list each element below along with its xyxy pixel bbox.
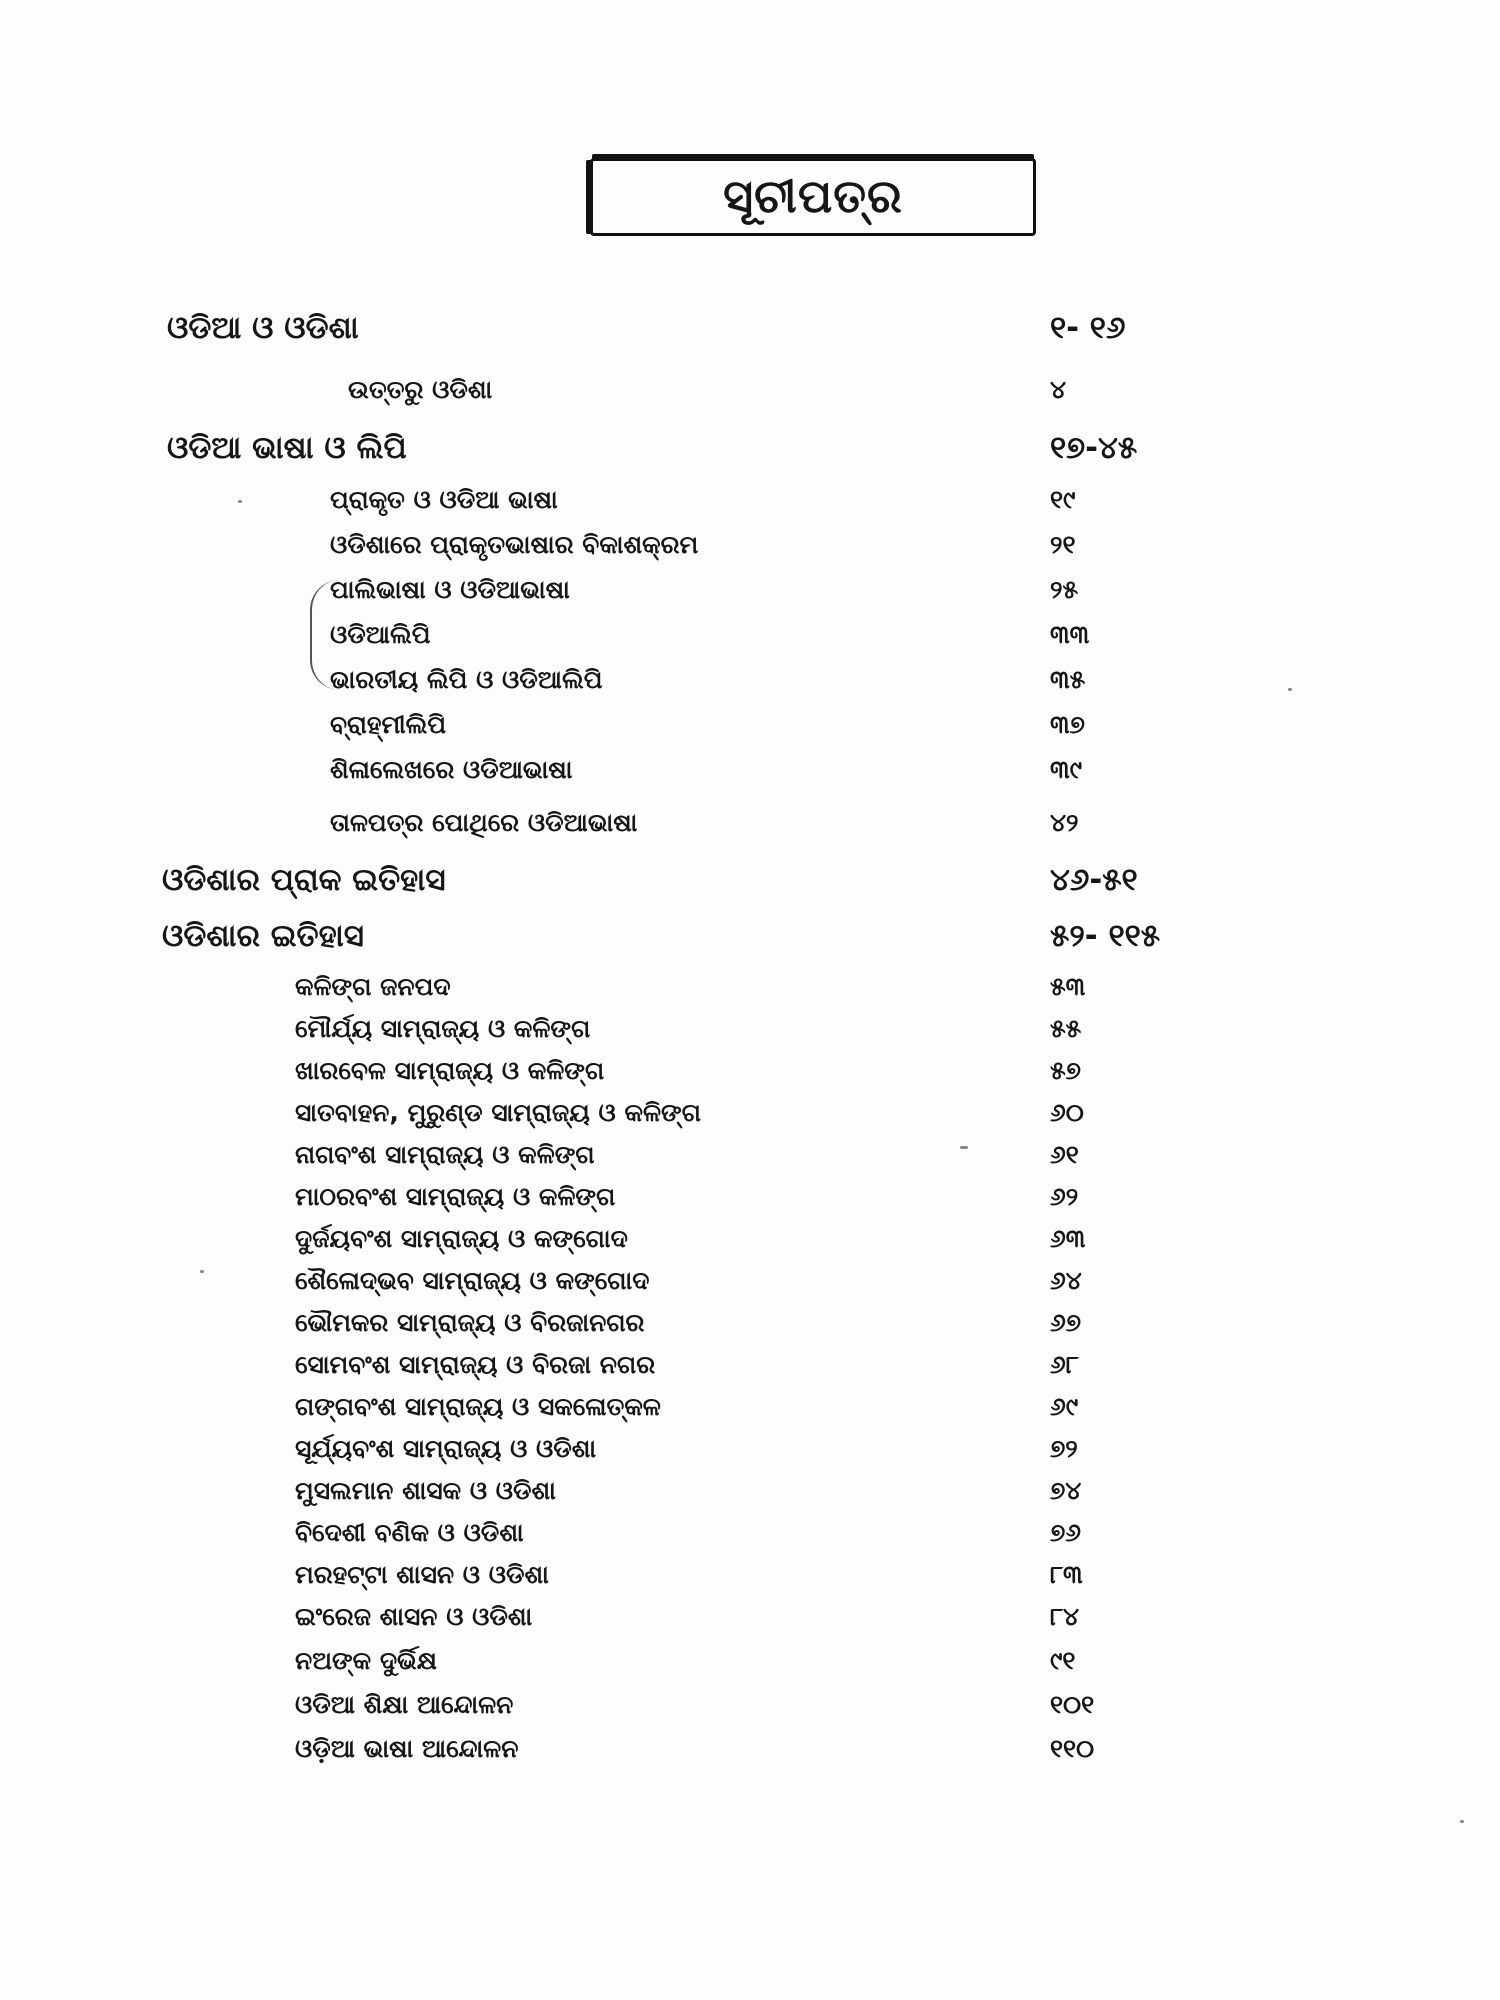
toc-entry-page: ୩୫ <box>1050 665 1086 694</box>
toc-entry-page: ୭୪ <box>1050 1476 1082 1505</box>
toc-entry: ଭୌମକର ସାମ୍ରାଜ୍ୟ ଓ ବିରଜାନଗର <box>295 1308 645 1337</box>
toc-entry: ଇଂରେଜ ଶାସନ ଓ ଓଡିଶା <box>295 1602 533 1631</box>
toc-entry-page: ୩୭ <box>1050 710 1085 739</box>
toc-entry-page: ୯୧ <box>1050 1646 1076 1675</box>
toc-entry-page: ୬୩ <box>1050 1224 1086 1253</box>
toc-entry: ନଅଙ୍କ ଦୁର୍ଭିକ୍ଷ <box>295 1646 437 1675</box>
toc-entry-page: ୧୯ <box>1050 485 1076 514</box>
scan-speck <box>1460 1820 1464 1823</box>
toc-entry-page: ୨୫ <box>1050 575 1079 604</box>
toc-entry: ନାଗବଂଶ ସାମ୍ରାଜ୍ୟ ଓ କଳିଙ୍ଗ <box>295 1140 595 1169</box>
toc-entry: ସାତବାହନ, ମୁରୁଣ୍ଡ ସାମ୍ରାଜ୍ୟ ଓ କଳିଙ୍ଗ <box>295 1098 701 1127</box>
toc-entry-page: ୬୭ <box>1050 1308 1082 1337</box>
toc-entry: ମୌର୍ଯ୍ୟ ସାମ୍ରାଜ୍ୟ ଓ କଳିଙ୍ଗ <box>295 1014 591 1043</box>
toc-entry: ସୂର୍ଯ୍ୟବଂଶ ସାମ୍ରାଜ୍ୟ ଓ ଓଡିଶା <box>295 1434 597 1463</box>
toc-entry-page: ୬୪ <box>1050 1266 1082 1295</box>
toc-entry: ଓଡିଶାରେ ପ୍ରାକୃତଭାଷାର ବିକାଶକ୍ରମ <box>330 530 699 559</box>
toc-entry: ଖାରବେଳ ସାମ୍ରାଜ୍ୟ ଓ କଳିଙ୍ଗ <box>295 1056 605 1085</box>
toc-entry: କଳିଙ୍ଗ ଜନପଦ <box>295 972 451 1001</box>
toc-entry-page: ୬୦ <box>1050 1098 1084 1127</box>
toc-entry-page: ୫୩ <box>1050 972 1086 1001</box>
toc-entry-page: ୮୪ <box>1050 1602 1080 1631</box>
toc-entry: ସୋମବଂଶ ସାମ୍ରାଜ୍ୟ ଓ ବିରଜା ନଗର <box>295 1350 656 1379</box>
section-page-range: ୪୬-୫୧ <box>1050 862 1138 898</box>
toc-entry: ପ୍ରାକୃତ ଓ ଓଡିଆ ଭାଷା <box>330 485 558 514</box>
toc-entry-page: ୧୦୧ <box>1050 1690 1095 1719</box>
toc-entry: ଓଡିଆ ଶିକ୍ଷା ଆନ୍ଦୋଳନ <box>295 1690 514 1719</box>
toc-entry: ଓଡିଆଲିପି <box>330 620 431 649</box>
title-box <box>590 158 1036 236</box>
toc-entry: ମାଠରବଂଶ ସାମ୍ରାଜ୍ୟ ଓ କଳିଙ୍ଗ <box>295 1182 616 1211</box>
section-title: ଓଡିଶାର ପ୍ରାକ ଇତିହାସ <box>162 862 446 898</box>
toc-entry-page: ୬୯ <box>1050 1392 1079 1421</box>
toc-entry: ବିଦେଶୀ ବଣିକ ଓ ଓଡିଶା <box>295 1518 524 1547</box>
toc-entry-page: ୨୧ <box>1050 530 1076 559</box>
section-title: ଓଡିଆ ଓ ଓଡିଶା <box>167 310 359 346</box>
toc-entry: ବ୍ରାହ୍ମୀଲିପି <box>330 710 447 739</box>
toc-entry-page: ୩୩ <box>1050 620 1090 649</box>
section-title: ଓଡିଶାର ଇତିହାସ <box>162 918 364 954</box>
toc-entry-page: ୬୮ <box>1050 1350 1079 1379</box>
toc-entry: ଉତ୍ତରୁ ଓଡିଶା <box>348 375 493 404</box>
section-page-range: ୧୭-୪୫ <box>1050 430 1138 466</box>
toc-entry-page: ୧୧୦ <box>1050 1734 1095 1763</box>
section-page-range: ୧- ୧୬ <box>1050 310 1126 346</box>
toc-entry-page: ୪ <box>1050 375 1067 404</box>
toc-entry: ଶୈଳୋଦ୍ଭବ ସାମ୍ରାଜ୍ୟ ଓ କଙ୍ଗୋଦ <box>295 1266 650 1295</box>
toc-entry-page: ୭୬ <box>1050 1518 1082 1547</box>
toc-entry: ମୁସଲମାନ ଶାସକ ଓ ଓଡିଶା <box>295 1476 556 1505</box>
toc-entry-page: ୭୨ <box>1050 1434 1078 1463</box>
pencil-mark <box>310 580 340 690</box>
scan-speck <box>960 1146 968 1149</box>
toc-entry: ଭାରତୀୟ ଲିପି ଓ ଓଡିଆଲିପି <box>330 665 603 694</box>
toc-entry-page: ୩୯ <box>1050 755 1083 784</box>
toc-entry-page: ୮୩ <box>1050 1560 1083 1589</box>
toc-entry-page: ୫୫ <box>1050 1014 1082 1043</box>
scan-speck <box>200 1270 204 1273</box>
toc-entry: ମରହଟ୍ଟା ଶାସନ ଓ ଓଡିଶା <box>295 1560 549 1589</box>
toc-entry-page: ୬୨ <box>1050 1182 1079 1211</box>
toc-entry-page: ୬୧ <box>1050 1140 1079 1169</box>
scan-speck <box>1288 688 1292 691</box>
page-title: ସୂଚୀପତ୍ର <box>723 169 903 223</box>
toc-entry: ଗଙ୍ଗବଂଶ ସାମ୍ରାଜ୍ୟ ଓ ସକଳୋତ୍କଳ <box>295 1392 661 1421</box>
toc-entry-page: ୪୨ <box>1050 808 1079 837</box>
section-title: ଓଡିଆ ଭାଷା ଓ ଲିପି <box>167 430 407 466</box>
section-page-range: ୫୨- ୧୧୫ <box>1050 918 1161 954</box>
toc-entry: ପାଲିଭାଷା ଓ ଓଡିଆଭାଷା <box>330 575 570 604</box>
toc-entry: ଓଡ଼ିଆ ଭାଷା ଆନ୍ଦୋଳନ <box>295 1734 519 1763</box>
toc-entry: ଶିଳାଲେଖରେ ଓଡିଆଭାଷା <box>330 755 573 784</box>
toc-entry-page: ୫୭ <box>1050 1056 1081 1085</box>
scan-speck <box>238 500 242 503</box>
toc-entry: ତାଳପତ୍ର ପୋଥିରେ ଓଡିଆଭାଷା <box>330 808 638 837</box>
toc-entry: ଦୁର୍ଜୟବଂଶ ସାମ୍ରାଜ୍ୟ ଓ କଙ୍ଗୋଦ <box>295 1224 628 1253</box>
